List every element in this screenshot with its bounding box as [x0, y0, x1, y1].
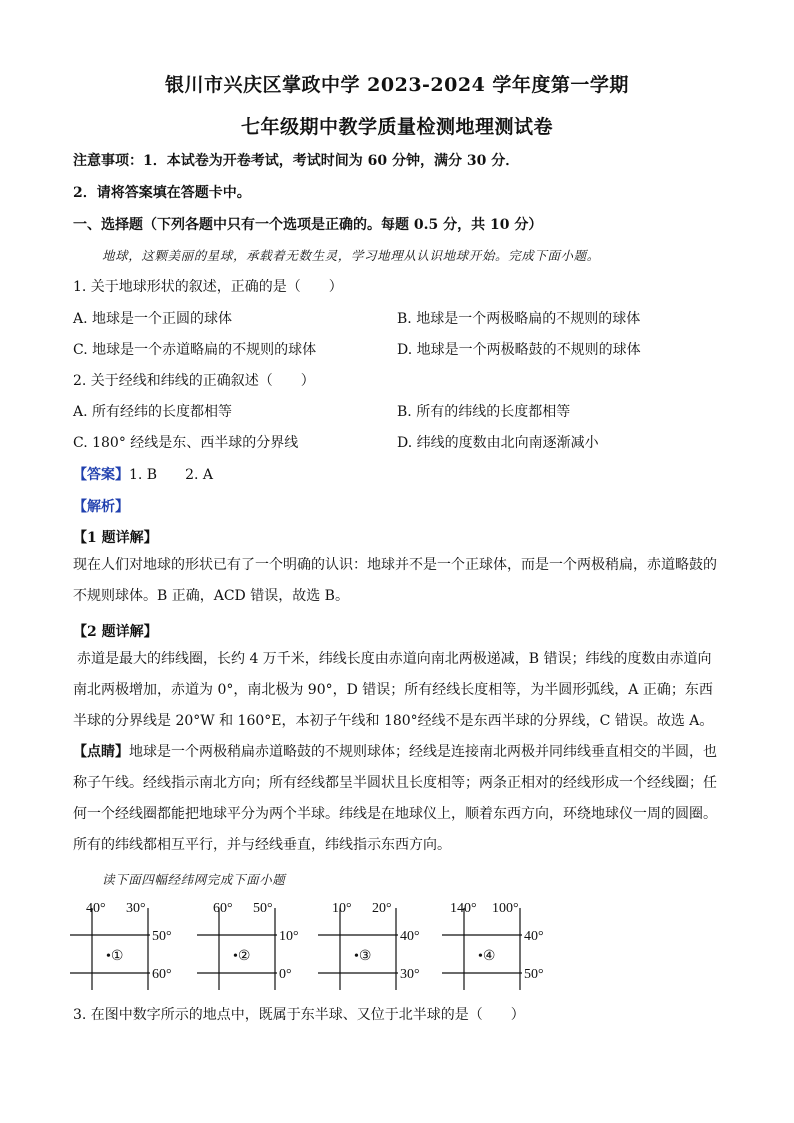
answer-line — [73, 464, 733, 484]
grid-figure-3 — [318, 898, 436, 990]
q1-option-c: C. 地球是一个赤道略扁的不规则的球体 — [73, 342, 317, 358]
q2-option-b: B. 所有的纬线的长度都相等 — [397, 404, 571, 420]
answer-label: 【答案】 — [73, 467, 129, 483]
grid-figure-2 — [197, 898, 315, 990]
q2-stem: 2. 关于经线和纬线的正确叙述（ ） — [73, 373, 315, 389]
notice-line1: 注意事项：1．本试卷为开卷考试，考试时间为 60 分钟，满分 30 分． — [73, 153, 520, 169]
tip-text: 地球是一个两极稍扁赤道略鼓的不规则球体；经线是连接南北两极并同纬线垂直相交的半圆，也称子午线。经线指示南北方向；所有经线都呈半圆状且长度相等；两条正相对的经线形成一个经线圈；任何一个经线圈都能把地球平分为两个半球。纬线是在地球仪上，顺着东西方向，环绕地球仪一周的圆圈。所有的纬线都相互平行，并与经线垂直，纬线指示东西方向。 — [73, 744, 717, 853]
detail-2-label: 【2 题详解】 — [73, 624, 158, 640]
figure-intro: 读下面四幅经纬网完成下面小题 — [102, 872, 286, 887]
grid1-lat-top: 50° — [152, 929, 172, 944]
grid3-point-3: •③ — [354, 949, 372, 964]
exam-title-line1: 银川市兴庆区掌政中学 2023-2024 学年度第一学期 — [165, 74, 629, 96]
q3-stem: 3. 在图中数字所示的地点中，既属于东半球、又位于北半球的是（ ） — [73, 1007, 525, 1023]
answer-text: 1. B 2. A — [129, 467, 214, 483]
section1-heading: 一、选择题（下列各题中只有一个选项是正确的。每题 0.5 分，共 10 分） — [73, 217, 543, 233]
q1-option-a: A. 地球是一个正圆的球体 — [73, 311, 233, 327]
grid3-lat-top: 40° — [400, 929, 420, 944]
analysis-label: 【解析】 — [73, 499, 129, 515]
grid-figure-4 — [442, 898, 560, 990]
exam-title-line2: 七年级期中教学质量检测地理测试卷 — [240, 116, 553, 138]
grid1-lon-left: 40° — [86, 901, 106, 916]
notice-line2: 2．请将答案填在答题卡中。 — [73, 185, 251, 201]
q1-option-b: B. 地球是一个两极略扁的不规则的球体 — [397, 311, 641, 327]
grid4-lon-left: 140° — [450, 901, 477, 916]
tip-paragraph — [73, 737, 725, 861]
grid1-point-1: •① — [106, 949, 124, 964]
q2-option-a: A. 所有经纬的长度都相等 — [73, 404, 233, 420]
q2-option-c: C. 180° 经线是东、西半球的分界线 — [73, 435, 299, 451]
grid3-lon-left: 10° — [332, 901, 352, 916]
detail-1-text: 现在人们对地球的形状已有了一个明确的认识：地球并不是一个正球体，而是一个两极稍扁，赤道略鼓的不规则球体。B 正确，ACD 错误，故选 B。 — [73, 557, 717, 604]
grid3-lat-bottom: 30° — [400, 967, 420, 982]
grid-figure-1 — [70, 898, 188, 990]
grid4-lon-right: 100° — [492, 901, 519, 916]
q2-option-d: D. 纬线的度数由北向南逐渐减小 — [397, 435, 599, 451]
grid1-lat-bottom: 60° — [152, 967, 172, 982]
grid2-lat-top: 10° — [279, 929, 299, 944]
grid3-lon-right: 20° — [372, 901, 392, 916]
grid1-lon-right: 30° — [126, 901, 146, 916]
grid2-lon-right: 50° — [253, 901, 273, 916]
q1-option-d: D. 地球是一个两极略鼓的不规则的球体 — [397, 342, 641, 358]
grid2-lat-bottom: 0° — [279, 967, 292, 982]
tip-label: 【点睛】 — [73, 744, 129, 760]
grid2-point-2: •② — [233, 949, 251, 964]
grid4-point-4: •④ — [478, 949, 496, 964]
section1-intro: 地球，这颗美丽的星球，承载着无数生灵，学习地理从认识地球开始。完成下面小题。 — [102, 248, 600, 263]
grid4-lat-top: 40° — [524, 929, 544, 944]
detail-1-label: 【1 题详解】 — [73, 530, 158, 546]
q1-stem: 1. 关于地球形状的叙述，正确的是（ ） — [73, 279, 343, 295]
grid2-lon-left: 60° — [213, 901, 233, 916]
grid4-lat-bottom: 50° — [524, 967, 544, 982]
detail-2-text: 赤道是最大的纬线圈，长约 4 万千米，纬线长度由赤道向南北两极递减，B 错误；纬线的度数由赤道向南北两极增加，赤道为 0°，南北极为 90°，D 错误；所有经线长度相等，为半圆形弧线，A 正确；东西半球的分界线是 20°W 和 160°E，本初子午线和 180°经线不是东西半球的分界线，C 错误。故选 A。 — [73, 651, 714, 729]
